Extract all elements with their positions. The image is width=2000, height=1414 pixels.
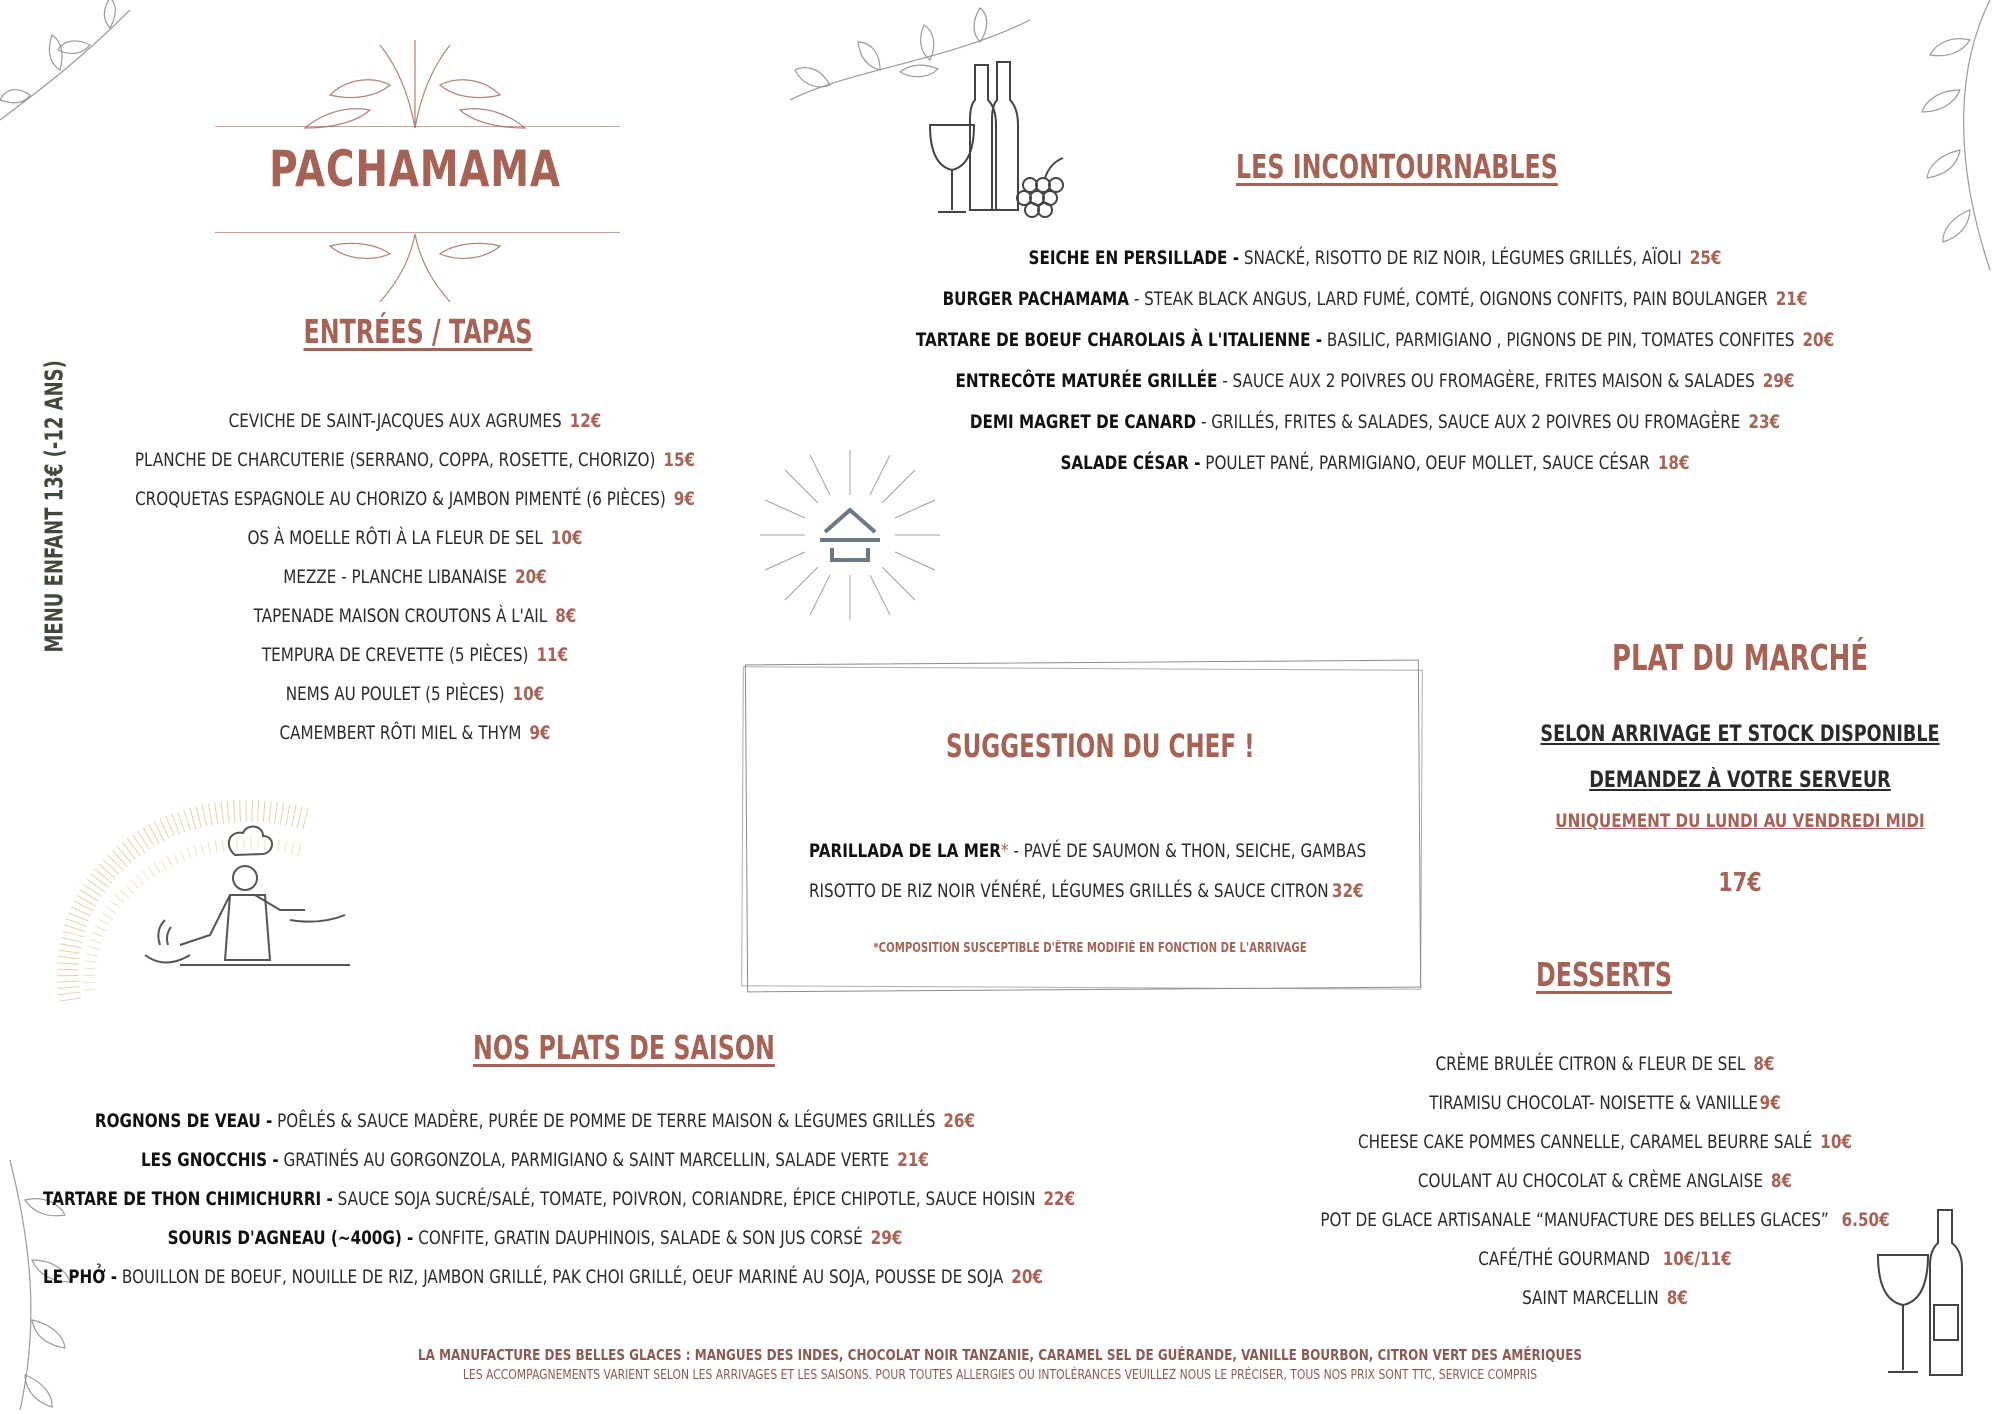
plats-saison-list (0, 1110, 1150, 1305)
floral-ornament-icon (270, 234, 560, 304)
suggestion-title: SUGGESTION DU CHEF ! (946, 727, 1255, 765)
list-item: SALADE CÉSAR - POULET PANÉ, PARMIGIANO, OEUF MOLLET, SAUCE CÉSAR 18€ (1060, 452, 1690, 474)
list-item: CROQUETAS ESPAGNOLE AU CHORIZO & JAMBON PIMENTÉ (6 PIÈCES) 9€ (135, 488, 695, 510)
suggestion-note: *COMPOSITION SUSCEPTIBLE D'ÊTRE MODIFIÉ EN FONCTION DE L'ARRIVAGE (873, 941, 1307, 956)
list-item: NEMS AU POULET (5 PIÈCES) 10€ (285, 683, 545, 705)
list-item: CEVICHE DE SAINT-JACQUES AUX AGRUMES 12€ (228, 410, 602, 432)
footer-line-2: LES ACCOMPAGNEMENTS VARIENT SELON LES ARRIVAGES ET LES SAISONS. POUR TOUTES ALLERGIES OU INTOLÉRANCES VEUILLEZ NOUS LE PRÉCISER, TOUS NOS PRIX SONT TTC, SERVICE COMPRIS (462, 1367, 1538, 1383)
list-item: LES GNOCCHIS - GRATINÉS AU GORGONZOLA, PARMIGIANO & SAINT MARCELLIN, SALADE VERTE 21€ (141, 1149, 929, 1171)
list-item: MEZZE - PLANCHE LIBANAISE 20€ (283, 566, 547, 588)
list-item: ROGNONS DE VEAU - POÊLÉS & SAUCE MADÈRE, PURÉE DE POMME DE TERRE MAISON & LÉGUMES GRILLÉS 26€ (94, 1110, 976, 1132)
list-item: BURGER PACHAMAMA - STEAK BLACK ANGUS, LARD FUMÉ, COMTÉ, OIGNONS CONFITS, PAIN BOULANGER 21€ (942, 288, 1808, 310)
wine-glass-bottle-icon (1870, 1205, 1990, 1385)
chef-cooking-icon (50, 760, 350, 1020)
house-sun-logo-icon (750, 440, 950, 630)
leaf-branch-icon (1860, 0, 2000, 280)
list-item: DEMI MAGRET DE CANARD - GRILLÉS, FRITES & SALADES, SAUCE AUX 2 POIVRES OU FROMAGÈRE 23€ (969, 411, 1781, 433)
incontournables-title: LES INCONTOURNABLES (1236, 147, 1558, 186)
desserts-title: DESSERTS (1536, 955, 1672, 994)
marche-line-2: DEMANDEZ À VOTRE SERVEUR (1589, 768, 1891, 793)
wine-bottle-icon (920, 60, 1080, 225)
leaf-branch-icon (0, 0, 190, 140)
entrees-list (50, 410, 780, 761)
list-item: LE PHỞ - BOUILLON DE BOEUF, NOUILLE DE RIZ, JAMBON GRILLÉ, PAK CHOI GRILLÉ, OEUF MARINÉ AU SOJA, POUSSE DE SOJA 20€ (43, 1266, 1043, 1288)
list-item: POT DE GLACE ARTISANALE “MANUFACTURE DES BELLES GLACES” 6.50€ (1320, 1209, 1890, 1231)
list-item: SAINT MARCELLIN 8€ (1522, 1287, 1688, 1309)
suggestion-line2: RISOTTO DE RIZ NOIR VÉNÉRÉ, LÉGUMES GRILLÉS & SAUCE CITRON 32€ (809, 880, 1364, 902)
brand-rule-bottom (215, 232, 620, 233)
brand-rule-top (215, 126, 620, 127)
footer-line-1: LA MANUFACTURE DES BELLES GLACES : MANGUES DES INDES, CHOCOLAT NOIR TANZANIE, CARAMEL SEL DE GUÉRANDE, VANILLE BOURBON, CITRON VERT DES AMÉRIQUES (417, 1346, 1583, 1364)
list-item: SOURIS D'AGNEAU (~400G) - CONFITE, GRATIN DAUPHINOIS, SALADE & SON JUS CORSÉ 29€ (167, 1227, 903, 1249)
list-item: TEMPURA DE CREVETTE (5 PIÈCES) 11€ (261, 644, 569, 666)
list-item: TAPENADE MAISON CROUTONS À L'AIL 8€ (253, 605, 577, 627)
suggestion-dish-name: PARILLADA DE LA MER (809, 840, 1001, 862)
marche-line-3: UNIQUEMENT DU LUNDI AU VENDREDI MIDI (1555, 810, 1925, 832)
list-item: TARTARE DE THON CHIMICHURRI - SAUCE SOJA SUCRÉ/SALÉ, TOMATE, POIVRON, CORIANDRE, ÉPICE CHIPOTLE, SAUCE HOISIN 22€ (43, 1188, 1076, 1210)
plat-du-marche-block (1490, 722, 1990, 898)
list-item: CAMEMBERT RÔTI MIEL & THYM 9€ (279, 722, 551, 744)
marche-line-1: SELON ARRIVAGE ET STOCK DISPONIBLE (1540, 722, 1940, 747)
suggestion-line1: PARILLADA DE LA MER* - PAVÉ DE SAUMON & THON, SEICHE, GAMBAS (809, 840, 1367, 862)
incontournables-list (800, 247, 1950, 493)
list-item: PLANCHE DE CHARCUTERIE (SERRANO, COPPA, ROSETTE, CHORIZO) 15€ (134, 449, 696, 471)
list-item: OS À MOELLE RÔTI À LA FLEUR DE SEL 10€ (247, 527, 583, 549)
list-item: COULANT AU CHOCOLAT & CRÈME ANGLAISE 8€ (1417, 1170, 1793, 1192)
floral-ornament-icon (270, 40, 560, 130)
brand-title: PACHAMAMA (269, 140, 561, 198)
plats-saison-title: NOS PLATS DE SAISON (473, 1028, 775, 1067)
marche-price: 17€ (1718, 868, 1762, 898)
list-item: CAFÉ/THÉ GOURMAND 10€/11€ (1478, 1248, 1732, 1270)
list-item: CHEESE CAKE POMMES CANNELLE, CARAMEL BEURRE SALÉ 10€ (1358, 1131, 1852, 1153)
list-item: TIRAMISU CHOCOLAT- NOISETTE & VANILLE9€ (1429, 1092, 1781, 1114)
plat-du-marche-title: PLAT DU MARCHÉ (1611, 638, 1869, 679)
list-item: CRÈME BRULÉE CITRON & FLEUR DE SEL 8€ (1435, 1053, 1775, 1075)
list-item: SEICHE EN PERSILLADE - SNACKÉ, RISOTTO DE RIZ NOIR, LÉGUMES GRILLÉS, AÏOLI 25€ (1028, 247, 1722, 269)
entrees-title: ENTRÉES / TAPAS (303, 312, 533, 351)
list-item: TARTARE DE BOEUF CHAROLAIS À L'ITALIENNE - BASILIC, PARMIGIANO , PIGNONS DE PIN, TOMATES CONFITES 20€ (915, 329, 1835, 351)
kids-menu-label: MENU ENFANT 13€ (-12 ANS) (39, 360, 69, 653)
list-item: ENTRECÔTE MATURÉE GRILLÉE - SAUCE AUX 2 POIVRES OU FROMAGÈRE, FRITES MAISON & SALADES 29€ (955, 370, 1795, 392)
